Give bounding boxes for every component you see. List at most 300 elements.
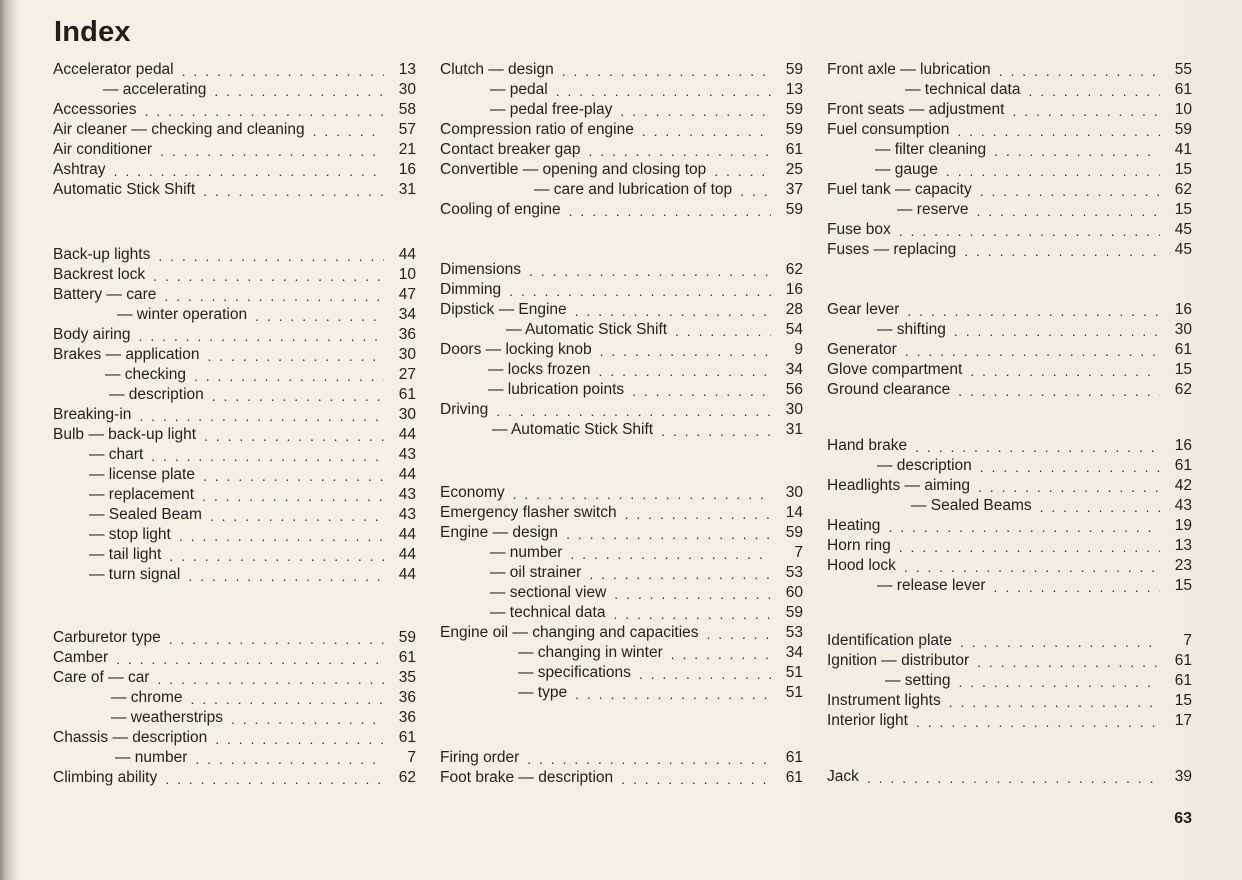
index-entry <box>440 340 803 360</box>
index-page-number: 61 <box>1174 652 1192 669</box>
dot-leader <box>509 282 771 300</box>
index-term: Accessories <box>53 101 137 118</box>
index-page-number: 30 <box>1174 321 1192 338</box>
index-entry <box>440 180 803 200</box>
index-page-number: 34 <box>398 306 416 323</box>
index-term: Body airing <box>53 326 131 343</box>
dot-leader <box>210 507 384 525</box>
index-page-number: 10 <box>398 266 416 283</box>
index-page-number: 34 <box>785 644 803 661</box>
dot-leader <box>954 322 1160 340</box>
index-entry <box>440 503 803 523</box>
index-page-number: 16 <box>1174 301 1192 318</box>
index-page-number: 21 <box>398 141 416 158</box>
index-term: — Automatic Stick Shift <box>506 321 668 338</box>
index-page-number: 36 <box>398 709 416 726</box>
index-page-number: 16 <box>785 281 803 298</box>
index-entry <box>53 405 416 425</box>
index-entry <box>827 536 1192 556</box>
index-term: — Sealed Beam <box>89 506 202 523</box>
dot-leader <box>614 585 771 603</box>
index-page-number: 59 <box>1174 121 1192 138</box>
index-term: Accelerator pedal <box>53 61 174 78</box>
index-entry <box>53 668 416 688</box>
dot-leader <box>958 382 1160 400</box>
dot-leader <box>639 665 771 683</box>
index-entry <box>53 140 416 160</box>
index-term: Ignition — distributor <box>827 652 970 669</box>
index-term: — filter cleaning <box>875 141 987 158</box>
index-page-number: 53 <box>785 564 803 581</box>
index-entry <box>440 260 803 280</box>
index-entry <box>53 365 416 385</box>
index-term: — setting <box>885 672 951 689</box>
index-page-number: 44 <box>398 546 416 563</box>
index-term: Fuel tank — capacity <box>827 181 972 198</box>
dot-leader <box>977 202 1161 220</box>
index-entry <box>827 180 1192 200</box>
index-term: Dipstick — Engine <box>440 301 567 318</box>
index-page-number: 57 <box>398 121 416 138</box>
index-page-number: 54 <box>785 321 803 338</box>
index-page-number: 15 <box>1174 201 1192 218</box>
index-term: Fuel consumption <box>827 121 950 138</box>
dot-leader <box>958 673 1160 691</box>
dot-leader <box>625 505 771 523</box>
index-entry <box>440 543 803 563</box>
dot-leader <box>212 387 384 405</box>
index-page-number: 61 <box>785 749 803 766</box>
index-term: Carburetor type <box>53 629 161 646</box>
dot-leader <box>946 162 1160 180</box>
index-page-number: 30 <box>398 346 416 363</box>
dot-leader <box>207 347 384 365</box>
index-page-number: 43 <box>1174 497 1192 514</box>
index-term: — tail light <box>89 546 162 563</box>
index-page-number: 37 <box>785 181 803 198</box>
index-term: Front seats — adjustment <box>827 101 1005 118</box>
dot-leader <box>960 633 1160 651</box>
index-entry <box>827 631 1192 651</box>
index-page-number: 15 <box>1174 161 1192 178</box>
index-term: Brakes — application <box>53 346 200 363</box>
index-column-2 <box>440 60 803 800</box>
index-entry <box>440 300 803 320</box>
index-page-number: 35 <box>398 669 416 686</box>
index-page-number: 61 <box>398 386 416 403</box>
index-entry <box>53 465 416 485</box>
index-term: — description <box>877 457 972 474</box>
index-entry <box>53 305 416 325</box>
index-page-number: 59 <box>785 524 803 541</box>
index-term: — oil strainer <box>490 564 582 581</box>
dot-leader <box>575 302 771 320</box>
dot-leader <box>949 693 1160 711</box>
dot-leader <box>566 525 771 543</box>
index-page-number: 30 <box>785 401 803 418</box>
index-term: Horn ring <box>827 537 891 554</box>
index-entry <box>440 583 803 603</box>
index-term: — release lever <box>877 577 986 594</box>
dot-leader <box>904 558 1160 576</box>
index-page-number: 30 <box>398 81 416 98</box>
index-term: Breaking-in <box>53 406 132 423</box>
index-term: Air cleaner — checking and cleaning <box>53 121 305 138</box>
index-term: Engine — design <box>440 524 559 541</box>
index-page-number: 61 <box>398 649 416 666</box>
dot-leader <box>977 653 1160 671</box>
index-page-number: 10 <box>1174 101 1192 118</box>
index-entry <box>440 483 803 503</box>
index-term: — accelerating <box>103 81 207 98</box>
dot-leader <box>114 162 384 180</box>
index-entry <box>440 100 803 120</box>
index-entry <box>440 603 803 623</box>
index-entry <box>440 748 803 768</box>
index-page-number: 60 <box>785 584 803 601</box>
index-term: — winter operation <box>117 306 248 323</box>
dot-leader <box>1012 102 1160 120</box>
dot-leader <box>214 82 384 100</box>
dot-leader <box>215 730 384 748</box>
index-entry <box>53 325 416 345</box>
index-page-number: 39 <box>1174 768 1192 785</box>
index-term: — type <box>518 684 568 701</box>
index-entry <box>53 245 416 265</box>
index-page-number: 30 <box>398 406 416 423</box>
dot-leader <box>157 670 384 688</box>
dot-leader <box>139 327 384 345</box>
index-page-number: 53 <box>785 624 803 641</box>
index-entry <box>53 648 416 668</box>
dot-leader <box>589 565 771 583</box>
book-spine-shadow <box>0 0 18 880</box>
index-page-number: 13 <box>398 61 416 78</box>
dot-leader <box>964 242 1160 260</box>
index-term: Economy <box>440 484 505 501</box>
index-term: — technical data <box>905 81 1021 98</box>
index-page-number: 19 <box>1174 517 1192 534</box>
index-term: — reserve <box>897 201 969 218</box>
dot-leader <box>740 182 771 200</box>
index-term: Headlights — aiming <box>827 477 971 494</box>
index-term: Ground clearance <box>827 381 951 398</box>
index-entry <box>53 345 416 365</box>
index-term: — pedal free-play <box>490 101 613 118</box>
dot-leader <box>570 545 771 563</box>
index-term: Jack <box>827 768 859 785</box>
dot-leader <box>905 342 1160 360</box>
index-entry <box>53 180 416 200</box>
index-entry <box>827 60 1192 80</box>
dot-leader <box>513 485 771 503</box>
index-page-number: 59 <box>785 201 803 218</box>
dot-leader <box>957 122 1160 140</box>
index-term: — chart <box>89 446 144 463</box>
index-term: Emergency flasher switch <box>440 504 617 521</box>
index-term: Doors — locking knob <box>440 341 592 358</box>
dot-leader <box>620 102 771 120</box>
dot-leader <box>575 685 771 703</box>
index-entry <box>53 80 416 100</box>
index-term: — weatherstrips <box>111 709 223 726</box>
index-term: — sectional view <box>490 584 607 601</box>
index-entry <box>440 643 803 663</box>
index-page-number: 31 <box>398 181 416 198</box>
dot-leader <box>999 62 1160 80</box>
index-entry <box>827 671 1192 691</box>
index-term: Dimming <box>440 281 502 298</box>
index-entry <box>440 120 803 140</box>
index-entry <box>53 708 416 728</box>
index-term: — changing in winter <box>518 644 663 661</box>
index-page-number: 7 <box>794 544 803 561</box>
index-term: Engine oil — changing and capacities <box>440 624 699 641</box>
dot-leader <box>169 547 384 565</box>
index-page-number: 44 <box>398 566 416 583</box>
index-page-number: 61 <box>1174 341 1192 358</box>
index-page-number: 59 <box>785 604 803 621</box>
index-term: Instrument lights <box>827 692 941 709</box>
index-page-number: 58 <box>398 101 416 118</box>
index-page-number: 15 <box>1174 361 1192 378</box>
dot-leader <box>599 362 771 380</box>
dot-leader <box>145 102 384 120</box>
index-term: — number <box>490 544 563 561</box>
index-page-number: 31 <box>785 421 803 438</box>
index-page-number: 7 <box>1183 632 1192 649</box>
dot-leader <box>179 527 384 545</box>
dot-leader <box>994 142 1160 160</box>
index-term: Bulb — back-up light <box>53 426 197 443</box>
index-term: Hood lock <box>827 557 896 574</box>
index-page-number: 15 <box>1174 577 1192 594</box>
index-entry <box>827 711 1192 731</box>
dot-leader <box>527 750 771 768</box>
dot-leader <box>202 487 384 505</box>
dot-leader <box>671 645 771 663</box>
index-entry <box>53 525 416 545</box>
index-entry <box>827 436 1192 456</box>
index-entry <box>53 120 416 140</box>
index-term: — gauge <box>875 161 938 178</box>
index-page-number: 23 <box>1174 557 1192 574</box>
index-term: Driving <box>440 401 489 418</box>
index-term: — stop light <box>89 526 171 543</box>
index-entry <box>827 300 1192 320</box>
dot-leader <box>867 769 1160 787</box>
index-entry <box>53 728 416 748</box>
index-entry <box>440 623 803 643</box>
index-page-number: 61 <box>1174 457 1192 474</box>
index-column-3 <box>827 60 1192 800</box>
dot-leader <box>195 750 384 768</box>
index-term: — checking <box>105 366 186 383</box>
index-page-number: 13 <box>1174 537 1192 554</box>
index-entry <box>827 140 1192 160</box>
dot-leader <box>1040 498 1160 516</box>
index-term: Clutch — design <box>440 61 554 78</box>
index-entry <box>827 651 1192 671</box>
index-page-number: 42 <box>1174 477 1192 494</box>
index-entry <box>53 748 416 768</box>
index-entry <box>440 140 803 160</box>
index-term: — specifications <box>518 664 631 681</box>
dot-leader <box>632 382 771 400</box>
index-term: Generator <box>827 341 897 358</box>
index-page-number: 9 <box>794 341 803 358</box>
index-term: — Sealed Beams <box>911 497 1032 514</box>
dot-leader <box>621 770 771 788</box>
dot-leader <box>194 367 384 385</box>
index-entry <box>827 691 1192 711</box>
index-term: Convertible — opening and closing top <box>440 161 707 178</box>
index-page-number: 61 <box>1174 81 1192 98</box>
index-entry <box>827 100 1192 120</box>
index-term: Front axle — lubrication <box>827 61 991 78</box>
dot-leader <box>313 122 384 140</box>
index-page-number: 55 <box>1174 61 1192 78</box>
index-entry <box>53 768 416 788</box>
index-term: Care of — car <box>53 669 150 686</box>
index-entry <box>827 456 1192 476</box>
dot-leader <box>153 267 384 285</box>
index-page-number: 14 <box>785 504 803 521</box>
index-page-number: 13 <box>785 81 803 98</box>
dot-leader <box>188 567 384 585</box>
index-entry <box>53 545 416 565</box>
index-term: Cooling of engine <box>440 201 561 218</box>
index-term: Gear lever <box>827 301 900 318</box>
index-entry <box>827 556 1192 576</box>
page-title: Index <box>54 16 131 48</box>
dot-leader <box>203 467 384 485</box>
dot-leader <box>556 82 771 100</box>
index-page-number: 7 <box>407 749 416 766</box>
index-page-number: 36 <box>398 326 416 343</box>
index-entry <box>53 688 416 708</box>
index-page-number: 59 <box>785 101 803 118</box>
index-term: Hand brake <box>827 437 908 454</box>
index-page-number: 43 <box>398 486 416 503</box>
dot-leader <box>164 287 384 305</box>
dot-leader <box>707 625 771 643</box>
index-page-number: 62 <box>1174 381 1192 398</box>
index-page-number: 62 <box>398 769 416 786</box>
index-entry <box>440 380 803 400</box>
index-entry <box>440 280 803 300</box>
index-entry <box>827 516 1192 536</box>
dot-leader <box>978 478 1160 496</box>
dot-leader <box>1028 82 1160 100</box>
dot-leader <box>888 518 1160 536</box>
index-page-number: 16 <box>1174 437 1192 454</box>
index-page-number: 43 <box>398 446 416 463</box>
index-entry <box>827 120 1192 140</box>
dot-leader <box>588 142 771 160</box>
index-page-number: 27 <box>398 366 416 383</box>
index-page-number: 62 <box>785 261 803 278</box>
index-term: Back-up lights <box>53 246 151 263</box>
index-page-number: 36 <box>398 689 416 706</box>
index-entry <box>53 385 416 405</box>
index-term: Camber <box>53 649 109 666</box>
index-entry <box>440 60 803 80</box>
index-term: Foot brake — description <box>440 769 614 786</box>
index-entry <box>440 683 803 703</box>
index-entry <box>440 80 803 100</box>
index-entry <box>53 100 416 120</box>
index-term: Fuse box <box>827 221 891 238</box>
index-entry <box>440 320 803 340</box>
index-entry <box>827 220 1192 240</box>
index-page-number: 61 <box>785 769 803 786</box>
index-term: — license plate <box>89 466 195 483</box>
index-entry <box>827 576 1192 596</box>
index-page-number: 56 <box>785 381 803 398</box>
index-entry <box>53 485 416 505</box>
index-entry <box>53 628 416 648</box>
dot-leader <box>675 322 771 340</box>
dot-leader <box>496 402 771 420</box>
dot-leader <box>203 182 384 200</box>
index-term: Air conditioner <box>53 141 153 158</box>
index-page-number: 44 <box>398 466 416 483</box>
dot-leader <box>231 710 384 728</box>
dot-leader <box>907 302 1160 320</box>
index-page-number: 45 <box>1174 221 1192 238</box>
index-term: — Automatic Stick Shift <box>492 421 654 438</box>
index-entry <box>827 80 1192 100</box>
index-entry <box>53 265 416 285</box>
dot-leader <box>899 538 1160 556</box>
index-term: Dimensions <box>440 261 521 278</box>
index-entry <box>440 200 803 220</box>
index-entry <box>440 663 803 683</box>
dot-leader <box>191 690 385 708</box>
index-entry <box>827 476 1192 496</box>
index-term: — description <box>109 386 204 403</box>
index-page-number: 28 <box>785 301 803 318</box>
index-entry <box>827 496 1192 516</box>
dot-leader <box>139 407 384 425</box>
dot-leader <box>165 770 384 788</box>
index-page-number: 51 <box>785 684 803 701</box>
index-term: Interior light <box>827 712 908 729</box>
index-entry <box>827 340 1192 360</box>
index-page-number: 44 <box>398 426 416 443</box>
index-entry <box>53 425 416 445</box>
index-entry <box>827 380 1192 400</box>
index-page-number: 17 <box>1174 712 1192 729</box>
index-term: — shifting <box>877 321 946 338</box>
index-entry <box>440 768 803 788</box>
index-entry <box>827 320 1192 340</box>
index-page-number: 41 <box>1174 141 1192 158</box>
index-entry <box>827 360 1192 380</box>
page-number: 63 <box>1174 810 1192 827</box>
index-page-number: 45 <box>1174 241 1192 258</box>
dot-leader <box>182 62 384 80</box>
index-entry <box>53 505 416 525</box>
dot-leader <box>915 438 1160 456</box>
dot-leader <box>151 447 384 465</box>
index-term: — chrome <box>111 689 183 706</box>
index-term: — number <box>115 749 188 766</box>
index-page-number: 44 <box>398 246 416 263</box>
index-page-number: 15 <box>1174 692 1192 709</box>
index-term: Automatic Stick Shift <box>53 181 196 198</box>
